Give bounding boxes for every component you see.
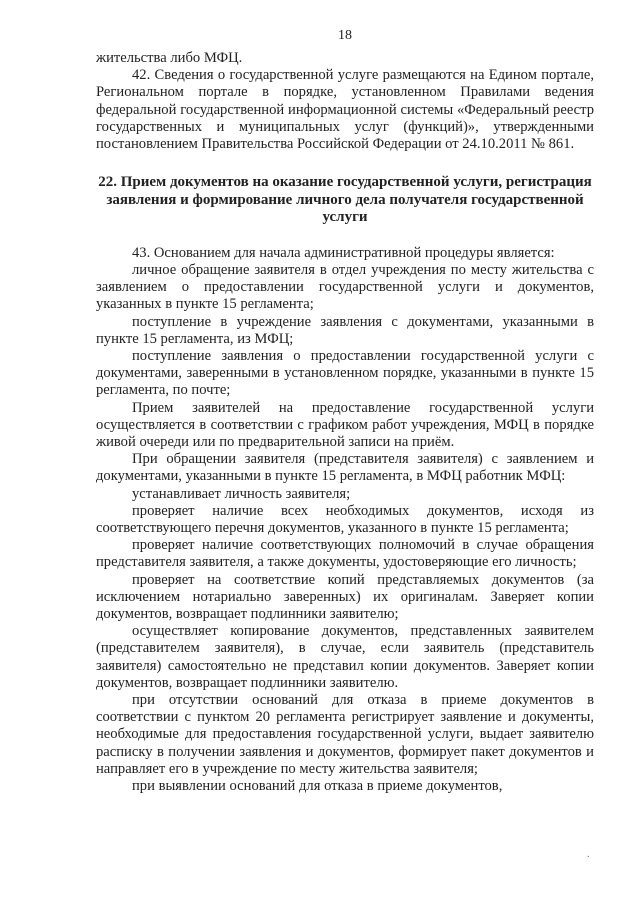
- paragraph: при выявлении оснований для отказа в приеме документов,: [132, 778, 503, 795]
- scan-mark: ·: [586, 852, 590, 863]
- paragraph: поступление в учреждение заявления с документами, указанными в пункте 15 регламента, из МФЦ;: [96, 313, 594, 347]
- paragraph-42: 42. Сведения о государственной услуге размещаются на Едином портале, Региональном портале в порядке, установленном Правилами ведения федеральной государственной информационной системы «Федеральный реестр государственных и муниципальных услуг (функций)», утвержденными постановлением Правительства Российской Федерации от 24.10.2011 № 861.: [96, 67, 594, 153]
- paragraph: Прием заявителей на предоставление государственной услуги осуществляется в соответствии с графиком работ учреждения, МФЦ в порядке живой очереди или по предварительной записи на приём.: [96, 399, 594, 450]
- page-number: 18: [338, 28, 352, 43]
- paragraph-continuation: жительства либо МФЦ.: [96, 50, 243, 66]
- paragraph: проверяет на соответствие копий представляемых документов (за исключением нотариально заверенных) их оригиналам. Заверяет копии документов, возвращает подлинники заявителю;: [96, 571, 594, 622]
- paragraph: При обращении заявителя (представителя заявителя) с заявлением и документами, указанными в пункте 15 регламента, в МФЦ работник МФЦ:: [96, 451, 594, 485]
- paragraph: личное обращение заявителя в отдел учреждения по месту жительства с заявлением о предоставлении государственной услуги и документов, указанных в пункте 15 регламента;: [96, 261, 594, 313]
- paragraph: при отсутствии оснований для отказа в приеме документов в соответствии с пунктом 20 регламента регистрирует заявление и документы, необходимые для предоставления государственной услуги, выдает заявителю расписку в получении заявления и документов, формирует пакет документов и направляет его в учреждение по месту жительства заявителя;: [96, 692, 594, 777]
- section-heading: 22. Прием документов на оказание государственной услуги, регистрация заявления и формирование личного дела получателя государственной услуги: [98, 174, 592, 226]
- paragraph: поступление заявления о предоставлении государственной услуги с документами, заверенными в установленном порядке, указанными в пункте 15 регламента, по почте;: [96, 347, 594, 399]
- paragraph-43: 43. Основанием для начала административной процедуры является:: [132, 244, 555, 261]
- paragraph: проверяет наличие соответствующих полномочий в случае обращения представителя заявителя, а также документы, удостоверяющие его личность;: [96, 537, 594, 571]
- paragraph: проверяет наличие всех необходимых документов, исходя из соответствующего перечня документов, указанного в пункте 15 регламента;: [96, 502, 594, 536]
- paragraph: осуществляет копирование документов, представленных заявителем (представителем заявителя), в случае, если заявитель (представитель заявителя) самостоятельно не представил копии документов. Заверяет копии документов, возвращает подлинники заявителю.: [96, 623, 594, 691]
- paragraph: устанавливает личность заявителя;: [132, 485, 351, 502]
